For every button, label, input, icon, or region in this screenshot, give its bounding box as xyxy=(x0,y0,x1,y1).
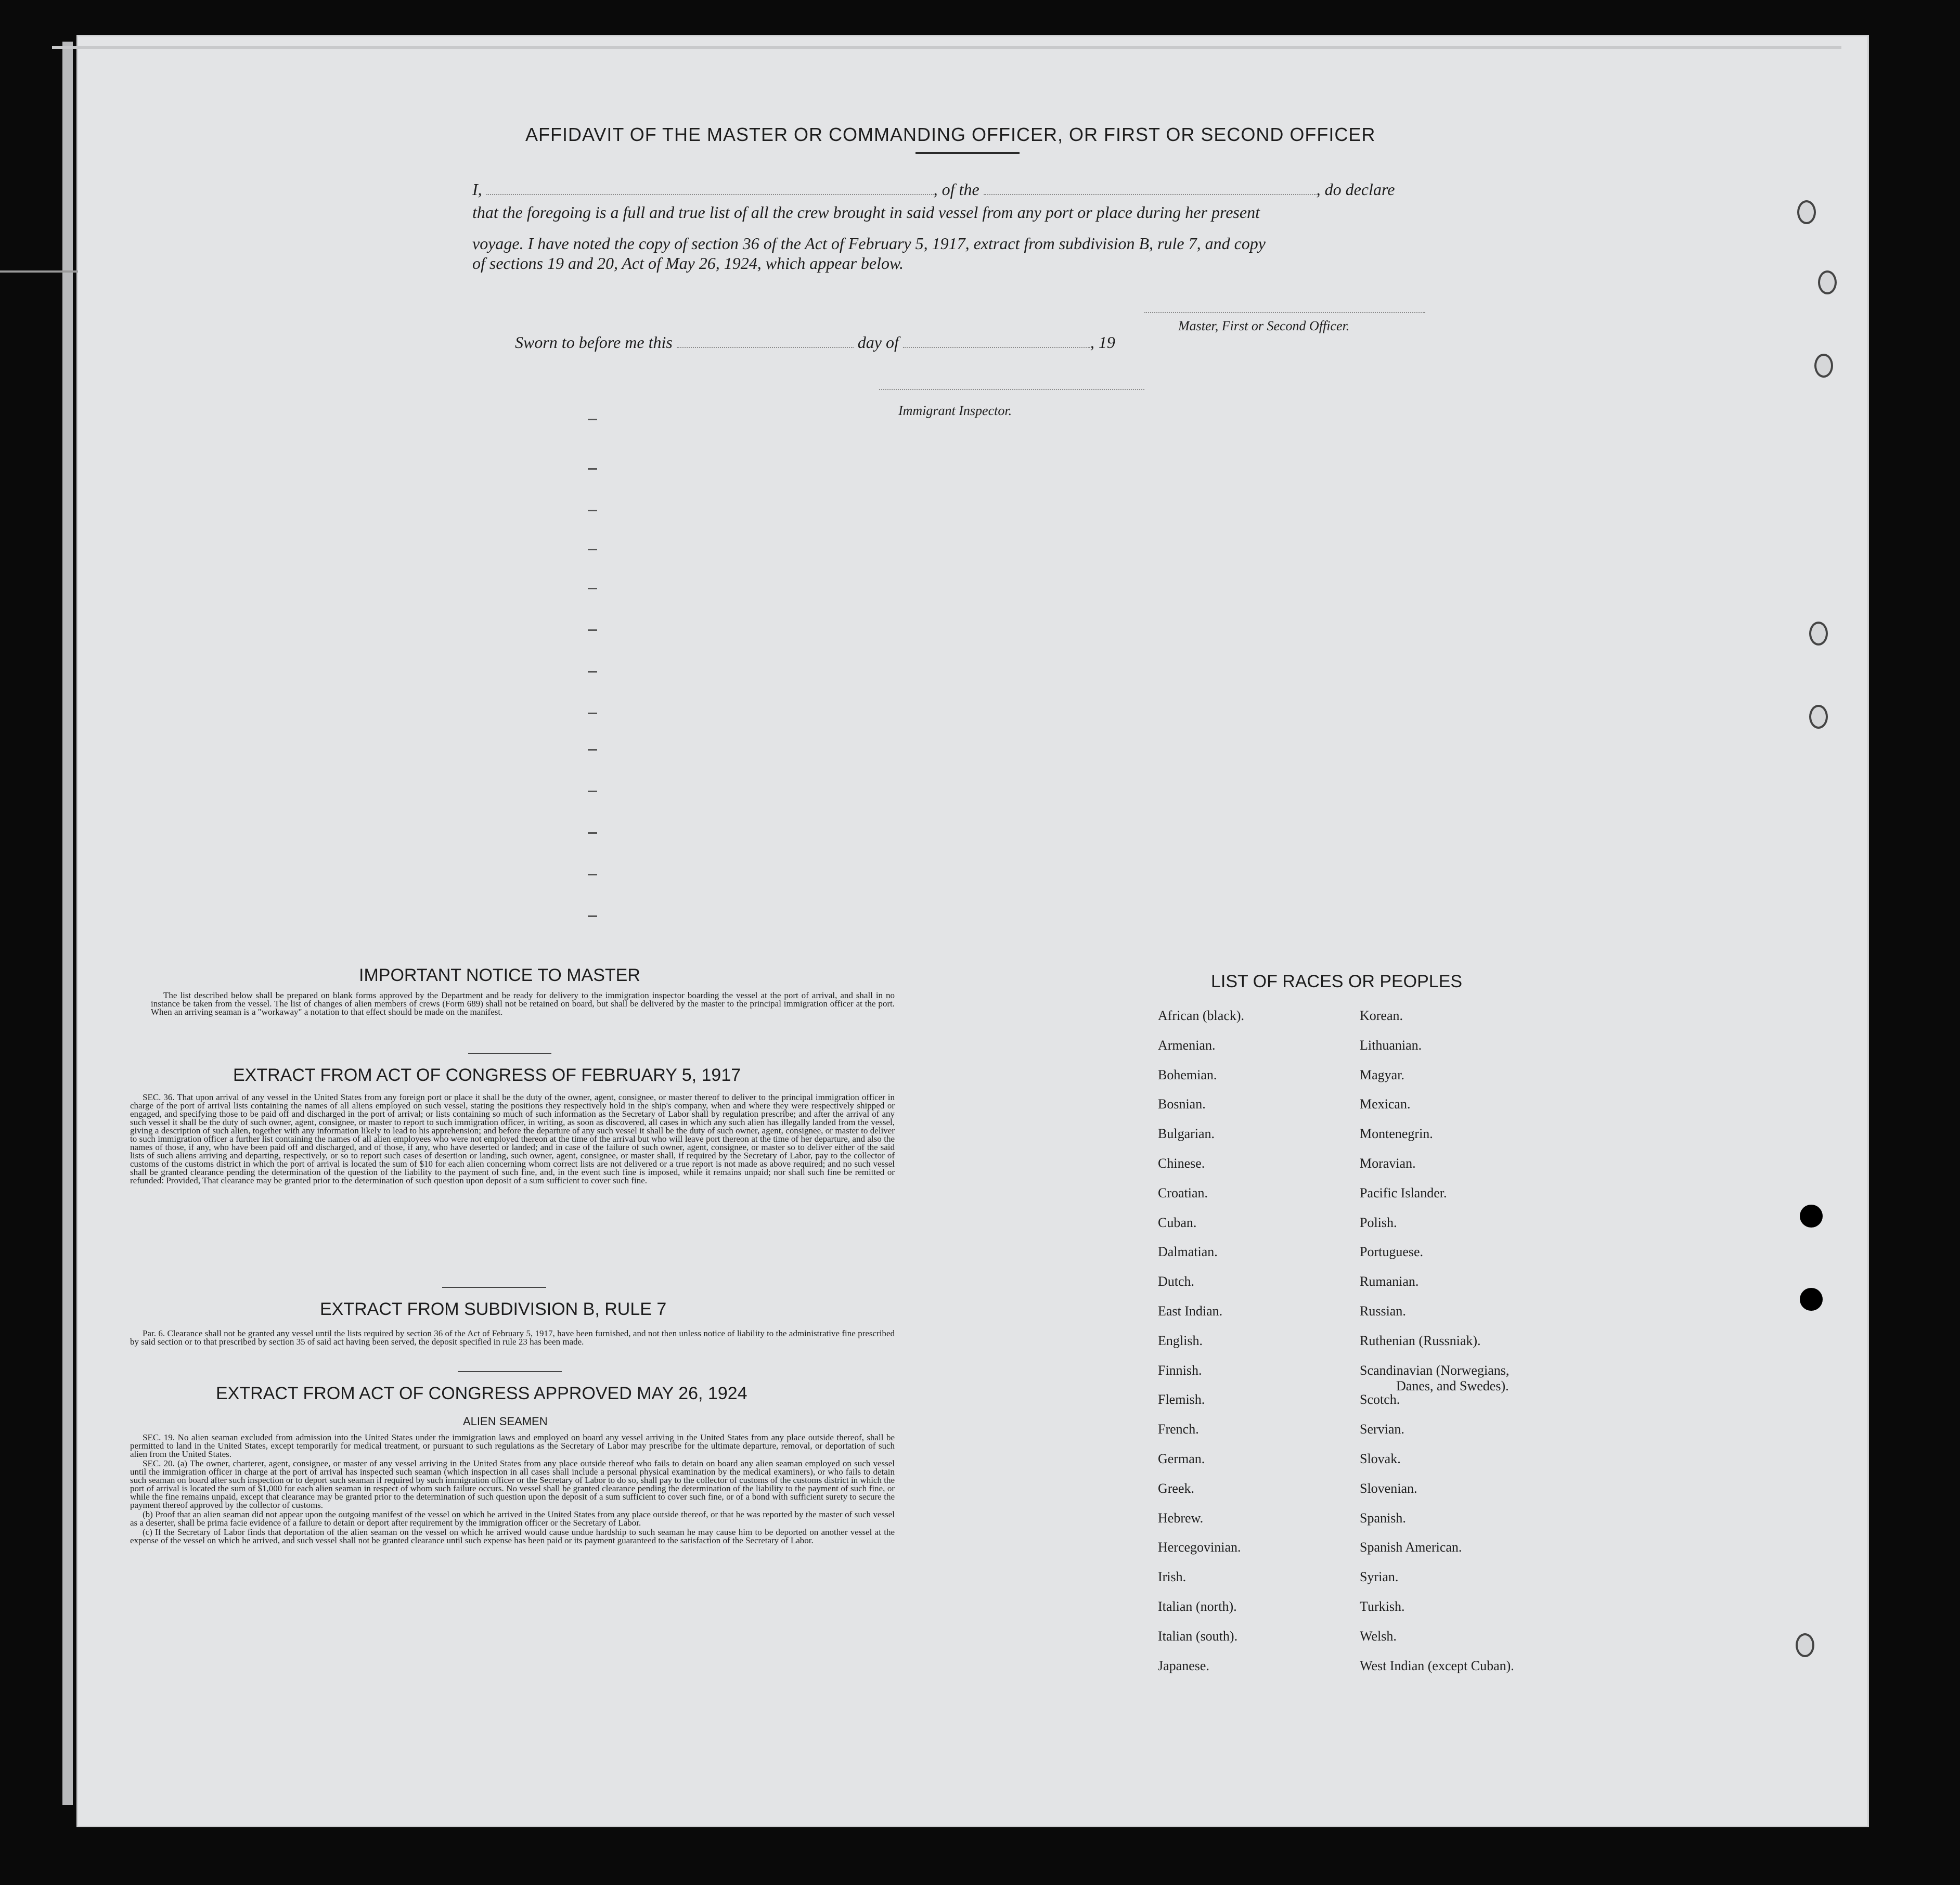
affidavit-title: AFFIDAVIT OF THE MASTER OR COMMANDING OFFICER, OR FIRST OR SECOND OFFICER xyxy=(525,124,1376,145)
row-dash xyxy=(588,468,597,470)
row-dash xyxy=(588,874,597,875)
race-item: Croatian. xyxy=(1158,1185,1208,1200)
notice-paragraph: The list described below shall be prepared on blank forms approved by the Department and be ready for delivery to the immigration inspector boarding the vessel at the port of arrival, and shall in no instance be taken from the vessel. The list of changes of alien members of crews (Form 689) shall not be retained on board, but shall be delivered by the master to the principal immigration officer at the port. When an arriving seaman is a "workaway" a notation to that effect should be made on the manifest. xyxy=(151,990,895,1017)
row-dash xyxy=(588,791,597,792)
binding-dot xyxy=(1800,1288,1823,1311)
fold-line xyxy=(0,270,78,273)
race-item: Spanish. xyxy=(1360,1510,1406,1526)
race-item: Armenian. xyxy=(1158,1037,1216,1053)
declaration-i: I, xyxy=(472,180,482,199)
race-item: Flemish. xyxy=(1158,1392,1205,1408)
row-dash xyxy=(588,713,597,714)
extract-1924-title: EXTRACT FROM ACT OF CONGRESS APPROVED MAY 26, 1924 xyxy=(216,1384,747,1403)
sworn-month-blank[interactable] xyxy=(903,333,1090,348)
sworn-day-of: day of xyxy=(857,333,899,352)
race-item: Korean. xyxy=(1360,1008,1403,1023)
extract-1917-text xyxy=(130,1093,895,1186)
race-item: African (black). xyxy=(1158,1008,1245,1023)
row-dash xyxy=(588,749,597,751)
punch-hole xyxy=(1818,270,1837,294)
punch-hole xyxy=(1809,705,1828,729)
race-item: French. xyxy=(1158,1422,1199,1437)
separator xyxy=(468,1053,551,1054)
race-item: Dutch. xyxy=(1158,1274,1195,1289)
row-dash xyxy=(588,832,597,834)
section-20a-paragraph: SEC. 20. (a) The owner, charterer, agent, consignee, or master of any vessel arriving in the United States from any place outside thereof who fails to detain on board any alien seaman employed on such vessel until the immigration officer in charge at the port of arrival has inspected such seaman (which inspection in all cases shall include a personal physical examination by the medical examiners), or who fails to detain such seaman on board after such inspection or to deport such seaman if required by such immigration officer or the Secretary of Labor to do so, shall pay to the collector of customs of the customs district in which the port of arrival is located the sum of $1,000 for each alien seaman in respect of whom such failure occurs. No vessel shall be granted clearance pending the determination of the liability to the payment of such fine, or while the fine remains unpaid, except that clearance may be granted prior to the determination of such question upon the deposit of a sum sufficient to cover such fine, or of a bond with sufficient surety to secure the payment thereof approved by the collector of customs. xyxy=(130,1458,895,1510)
race-item-continuation: Danes, and Swedes). xyxy=(1396,1378,1509,1393)
race-item: Slovak. xyxy=(1360,1451,1401,1466)
race-item: Spanish American. xyxy=(1360,1540,1462,1555)
alien-seamen-subtitle: ALIEN SEAMEN xyxy=(463,1415,548,1428)
race-item: Moravian. xyxy=(1360,1155,1416,1171)
declaration-do-declare: , do declare xyxy=(1316,180,1395,199)
races-right-column xyxy=(1360,1008,1514,1687)
separator xyxy=(458,1371,562,1372)
inspector-caption: Immigrant Inspector. xyxy=(898,403,1012,418)
sworn-line xyxy=(515,333,1115,352)
vessel-blank[interactable] xyxy=(984,180,1317,195)
section-36-paragraph: SEC. 36. That upon arrival of any vessel in the United States from any foreign port or place it shall be the duty of the owner, agent, consignee, or master thereof to deliver to the principal immigration officer in charge of the port of arrival lists containing the names of all aliens employed on such vessel, stating the positions they respectively hold in the ship's company, when and where they were respectively shipped or engaged, and specifying those to be paid off and discharged in the port of arrival; or lists containing so much of such information as the Secretary of Labor shall by regulation prescribe; and after the arrival of any such vessel it shall be the duty of such owner, agent, consignee, or master to report to such immigration officer, in writing, as soon as discovered, all cases in which any such alien has illegally landed from the vessel, giving a description of such alien, together with any information likely to lead to his apprehension; and before the departure of any such vessel it shall be the duty of such owner, agent, consignee, or master to deliver to such immigration officer a further list containing the names of all alien employees who were not employed thereon at the time of the arrival but who will leave port thereon at the time of her departure, and also the names of those, if any, who have been paid off and discharged, and of those, if any, who have deserted or landed; and in case of the failure of such owner, agent, consignee, or master so to deliver either of the said lists of such aliens arriving and departing, respectively, or so to report such cases of desertion or landing, such owner, agent, consignee, or master shall, if required by the Secretary of Labor, pay to the collector of customs of the customs district in which the port of arrival is located the sum of $10 for each alien concerning whom correct lists are not delivered or a true report is not made as above required; and no such vessel shall be granted clearance pending the determination of the question of the liability to the payment of such fine, and, in the event such fine is imposed, while it remains unpaid; nor shall such fine be remitted or refunded: Provided, That clearance may be granted prior to the determination of such question upon deposit of a sum sufficient to cover such fine. xyxy=(130,1092,895,1185)
race-item: Japanese. xyxy=(1158,1658,1209,1673)
declaration-line-4: of sections 19 and 20, Act of May 26, 1924, which appear below. xyxy=(472,254,904,273)
race-item: Bosnian. xyxy=(1158,1096,1206,1112)
race-item: German. xyxy=(1158,1451,1205,1466)
punch-hole xyxy=(1797,200,1816,224)
row-dash xyxy=(588,549,597,550)
race-item: Syrian. xyxy=(1360,1569,1399,1585)
punch-hole xyxy=(1809,622,1828,645)
race-item: Turkish. xyxy=(1360,1598,1405,1614)
declaration-line-3: voyage. I have noted the copy of section 36 of the Act of February 5, 1917, extract from subdivision B, rule 7, and copy xyxy=(472,234,1266,253)
race-item: Servian. xyxy=(1360,1422,1404,1437)
race-item: Scandinavian (Norwegians, xyxy=(1360,1362,1510,1378)
inspector-signature-line xyxy=(879,389,1144,390)
rule7-paragraph: Par. 6. Clearance shall not be granted any vessel until the lists required by section 36 of the Act of February 5, 1917, have been furnished, and not then unless notice of liability to the administrative fine prescribed by said section or to that prescribed by section 35 of said act having been served, the deposit specified in rule 23 has been made. xyxy=(130,1328,895,1347)
race-item: Bulgarian. xyxy=(1158,1126,1215,1142)
race-item: Polish. xyxy=(1360,1215,1397,1230)
row-dash xyxy=(588,419,597,420)
sworn-day-blank[interactable] xyxy=(677,333,854,348)
rule7-title: EXTRACT FROM SUBDIVISION B, RULE 7 xyxy=(320,1299,667,1319)
races-left-column xyxy=(1158,1008,1244,1687)
officer-signature-line xyxy=(1144,312,1425,313)
row-dash xyxy=(588,915,597,917)
race-item: Cuban. xyxy=(1158,1215,1197,1230)
race-item: Italian (south). xyxy=(1158,1628,1238,1644)
declaration-line-1 xyxy=(472,180,1461,199)
sworn-prefix: Sworn to before me this xyxy=(515,333,673,352)
sworn-year: , 19 xyxy=(1090,333,1115,352)
section-20b-paragraph: (b) Proof that an alien seaman did not appear upon the outgoing manifest of the vessel on which he arrived in the United States from any place outside thereof, or that he was reported by the master of such vessel as a deserter, shall be prima facie evidence of a failure to detain or deport after requirement by the immigration officer or the Secretary of Labor. xyxy=(130,1509,895,1528)
page-edge-top xyxy=(52,46,1841,49)
row-dash xyxy=(588,671,597,673)
row-dash xyxy=(588,588,597,589)
race-item: Irish. xyxy=(1158,1569,1187,1585)
race-item: Mexican. xyxy=(1360,1096,1411,1112)
race-item: Russian. xyxy=(1360,1303,1406,1319)
race-item: Montenegrin. xyxy=(1360,1126,1433,1142)
section-20c-paragraph: (c) If the Secretary of Labor finds that deportation of the alien seaman on the vessel on which he arrived would cause undue hardship to such seaman he may cause him to be deported on another vessel at the expense of the vessel on which he arrived, and such vessel shall not be granted clearance until such expense has been paid or its payment guaranteed to the satisfaction of the Secretary of Labor. xyxy=(130,1527,895,1545)
extract-1924-text xyxy=(130,1434,895,1546)
document-page xyxy=(78,36,1867,1826)
section-19-paragraph: SEC. 19. No alien seaman excluded from admission into the United States under the immigration laws and employed on board any vessel arriving in the United States from any place outside thereof, shall be permitted to land in the United States, except temporarily for medical treatment, or pursuant to such regulations as the Secretary of Labor may prescribe for the ultimate departure, removal, or deportation of such alien from the United States. xyxy=(130,1432,895,1459)
race-item: Chinese. xyxy=(1158,1155,1205,1171)
race-item: East Indian. xyxy=(1158,1303,1223,1319)
binding-dot xyxy=(1800,1205,1823,1228)
race-item: Greek. xyxy=(1158,1480,1195,1496)
race-item: Hercegovinian. xyxy=(1158,1540,1241,1555)
separator xyxy=(442,1287,546,1288)
race-item: Bohemian. xyxy=(1158,1067,1217,1082)
race-item: Finnish. xyxy=(1158,1362,1202,1378)
race-item: Welsh. xyxy=(1360,1628,1397,1644)
declaration-line-2: that the foregoing is a full and true list of all the crew brought in said vessel from any port or place during her present xyxy=(472,203,1260,222)
name-blank[interactable] xyxy=(486,180,934,195)
race-item: English. xyxy=(1158,1333,1203,1348)
race-item: Slovenian. xyxy=(1360,1480,1417,1496)
rule7-text xyxy=(130,1329,895,1347)
declaration-of-the: , of the xyxy=(933,180,979,199)
race-item: Dalmatian. xyxy=(1158,1244,1218,1260)
race-item: Scotch. xyxy=(1360,1392,1400,1408)
races-title: LIST OF RACES OR PEOPLES xyxy=(1211,972,1463,991)
row-dash xyxy=(588,510,597,511)
race-item: Portuguese. xyxy=(1360,1244,1424,1260)
punch-hole xyxy=(1796,1633,1814,1657)
race-item: West Indian (except Cuban). xyxy=(1360,1658,1514,1673)
title-rule xyxy=(915,152,1020,154)
race-item: Magyar. xyxy=(1360,1067,1404,1082)
race-item-scandinavian xyxy=(1360,1363,1514,1392)
notice-title: IMPORTANT NOTICE TO MASTER xyxy=(359,965,640,985)
race-item: Italian (north). xyxy=(1158,1598,1237,1614)
punch-hole xyxy=(1814,354,1833,378)
row-dash xyxy=(588,629,597,631)
notice-text xyxy=(151,991,895,1017)
race-item: Hebrew. xyxy=(1158,1510,1204,1526)
page-edge-left xyxy=(62,42,73,1805)
race-item: Rumanian. xyxy=(1360,1274,1419,1289)
extract-1917-title: EXTRACT FROM ACT OF CONGRESS OF FEBRUARY 5, 1917 xyxy=(233,1065,741,1085)
officer-caption: Master, First or Second Officer. xyxy=(1178,318,1350,333)
race-item: Pacific Islander. xyxy=(1360,1185,1447,1200)
race-item: Lithuanian. xyxy=(1360,1037,1422,1053)
race-item: Ruthenian (Russniak). xyxy=(1360,1333,1481,1348)
